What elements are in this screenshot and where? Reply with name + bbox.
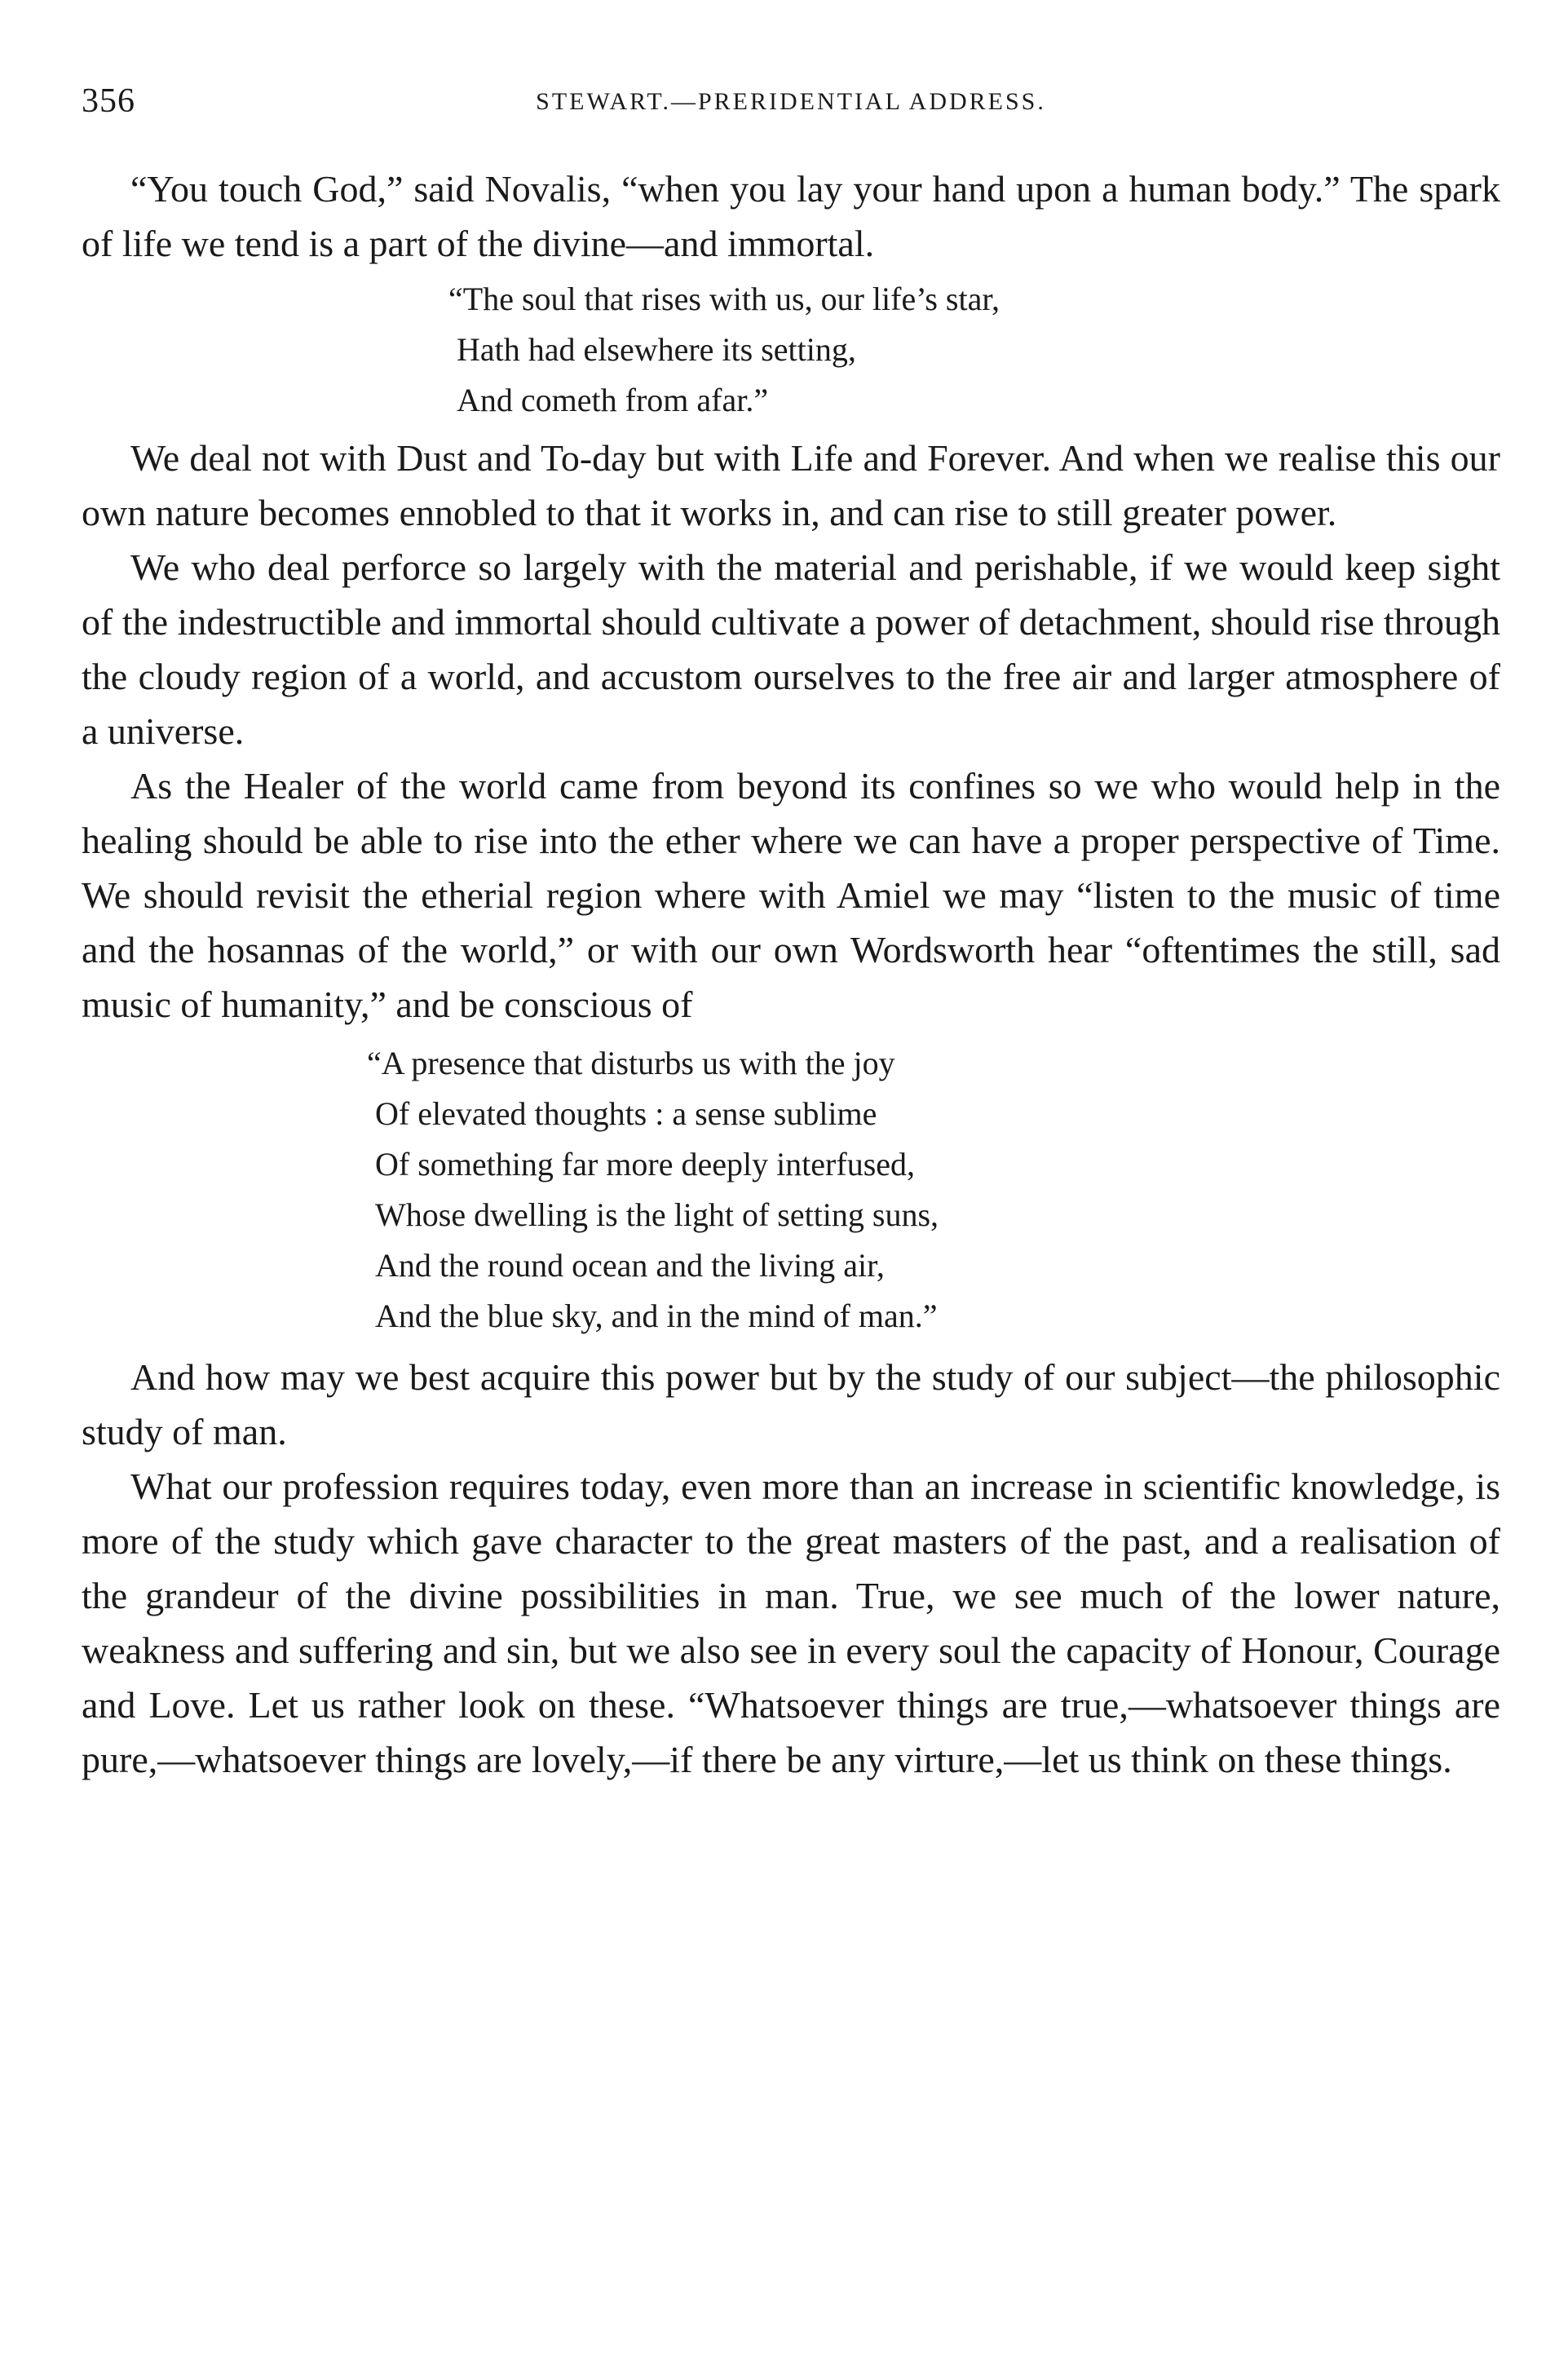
poem-line: “The soul that rises with us, our life’s star, [448, 281, 1000, 317]
paragraph-profession: What our profession requires today, even more than an increase in scientific knowledge, is more of the study which gave character to the great masters of the past, and a realisation of the grandeur of the divine possibilities in man. True, we see much of the lower nature, weakness and suffering and sin, but we also see in every soul the capacity of Honour, Courage and Love. Let us rather look on these. “Whatsoever things are true,—whatsoever things are pure,—whatsoever things are lovely,—if there be any virture,—let us think on these things. [82, 1466, 1500, 1780]
book-page [82, 82, 1500, 2316]
paragraph-philosophic-study: And how may we best acquire this power but by the study of our subject—the philosophic study of man. [82, 1356, 1500, 1452]
poem-line: Of something far more deeply interfused, [375, 1146, 916, 1183]
poem-line: And cometh from afar.” [457, 382, 769, 418]
paragraph-dust-and-today: We deal not with Dust and To-day but with Life and Forever. And when we realise this our own nature becomes ennobled to that it works in, and can rise to still greater power. [82, 437, 1500, 533]
running-head [82, 82, 1500, 139]
poem-line: Of elevated thoughts : a sense sublime [375, 1095, 877, 1132]
poem-tintern-abbey [82, 1038, 1500, 1342]
paragraph-healer: As the Healer of the world came from beyond its confines so we who would help in the healing should be able to rise into the ether where we can have a proper perspective of Time. We should revisit the etherial region where with Amiel we may “listen to the music of time and the hosannas of the world,” or with our own Wordsworth hear “oftentimes the still, sad music of humanity,” and be conscious of [82, 765, 1500, 1025]
poem-line: “A presence that disturbs us with the joy [367, 1045, 895, 1081]
page-number: 356 [82, 82, 135, 120]
paragraph-detachment: We who deal perforce so largely with the material and perishable, if we would keep sight of the indestructible and immortal should cultivate a power of detachment, should rise through the cloudy region of a world, and accustom ourselves to the free air and larger atmosphere of a universe. [82, 546, 1500, 752]
poem-line: Hath had elsewhere its setting, [457, 331, 856, 368]
poem-wordsworth-ode [82, 274, 1500, 426]
running-title: STEWART.—PRERIDENTIAL ADDRESS. [536, 88, 1046, 115]
poem-line: And the blue sky, and in the mind of man.” [375, 1298, 938, 1334]
poem-line: And the round ocean and the living air, [375, 1247, 885, 1284]
paragraph-novalis: “You touch God,” said Novalis, “when you lay your hand upon a human body.” The spark of life we tend is a part of the divine—and immortal. [82, 168, 1500, 264]
poem-line: Whose dwelling is the light of setting suns, [375, 1196, 939, 1233]
